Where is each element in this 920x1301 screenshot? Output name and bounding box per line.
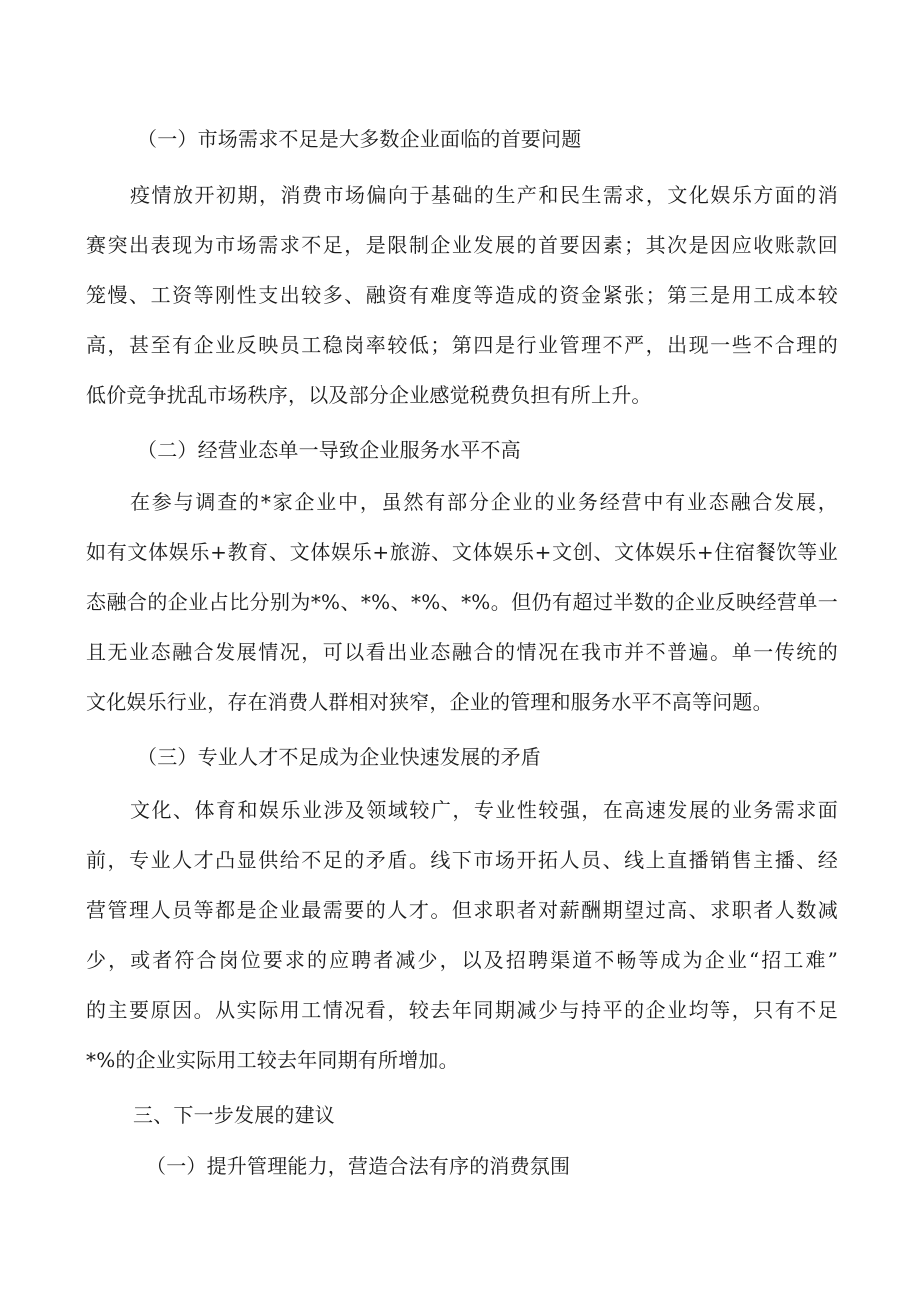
paragraph-1-line-1: 疫情放开初期，消费市场偏向于基础的生产和民生需求，文化娱乐方面的消 bbox=[130, 183, 838, 207]
paragraph-3-line-3: 营管理人员等都是企业最需要的人才。但求职者对薪酬期望过高、求职者人数减 bbox=[86, 898, 838, 922]
section-heading-2: （二）经营业态单一导致企业服务水平不高 bbox=[137, 438, 521, 462]
section-heading-3: （三）专业人才不足成为企业快速发展的矛盾 bbox=[137, 745, 541, 769]
paragraph-1-line-2: 赛突出表现为市场需求不足，是限制企业发展的首要因素；其次是因应收账款回 bbox=[86, 233, 838, 257]
paragraph-3-line-2: 前，专业人才凸显供给不足的矛盾。线下市场开拓人员、线上直播销售主播、经 bbox=[86, 848, 838, 872]
paragraph-2-line-5: 文化娱乐行业，存在消费人群相对狭窄，企业的管理和服务水平不高等问题。 bbox=[86, 690, 773, 714]
paragraph-2-line-3: 态融合的企业占比分别为*%、*%、*%、*%。但仍有超过半数的企业反映经营单一 bbox=[86, 590, 838, 614]
paragraph-3-line-1: 文化、体育和娱乐业涉及领域较广，专业性较强，在高速发展的业务需求面 bbox=[130, 798, 838, 822]
paragraph-2-line-4: 且无业态融合发展情况，可以看出业态融合的情况在我市并不普遍。单一传统的 bbox=[86, 640, 838, 664]
paragraph-2-line-2: 如有文体娱乐+教育、文体娱乐+旅游、文体娱乐+文创、文体娱乐+住宿餐饮等业 bbox=[86, 540, 838, 564]
paragraph-3-line-4: 少，或者符合岗位要求的应聘者减少，以及招聘渠道不畅等成为企业“招工难” bbox=[86, 948, 838, 972]
paragraph-1-line-4: 高，甚至有企业反映员工稳岗率较低；第四是行业管理不严，出现一些不合理的 bbox=[86, 333, 838, 357]
paragraph-3-line-6: *%的企业实际用工较去年同期有所增加。 bbox=[86, 1048, 459, 1072]
subsection-heading-1: （一）提升管理能力，营造合法有序的消费氛围 bbox=[146, 1154, 571, 1178]
paragraph-1-line-3: 笼慢、工资等刚性支出较多、融资有难度等造成的资金紧张；第三是用工成本较 bbox=[86, 283, 838, 307]
paragraph-1-line-5: 低价竞争扰乱市场秩序，以及部分企业感觉税费负担有所上升。 bbox=[86, 383, 652, 407]
section-heading-1: （一）市场需求不足是大多数企业面临的首要问题 bbox=[137, 127, 582, 151]
chapter-heading-3: 三、下一步发展的建议 bbox=[133, 1103, 335, 1127]
paragraph-2-line-1: 在参与调查的*家企业中，虽然有部分企业的业务经营中有业态融合发展， bbox=[130, 490, 838, 514]
paragraph-3-line-5: 的主要原因。从实际用工情况看，较去年同期减少与持平的企业均等，只有不足 bbox=[86, 998, 838, 1022]
